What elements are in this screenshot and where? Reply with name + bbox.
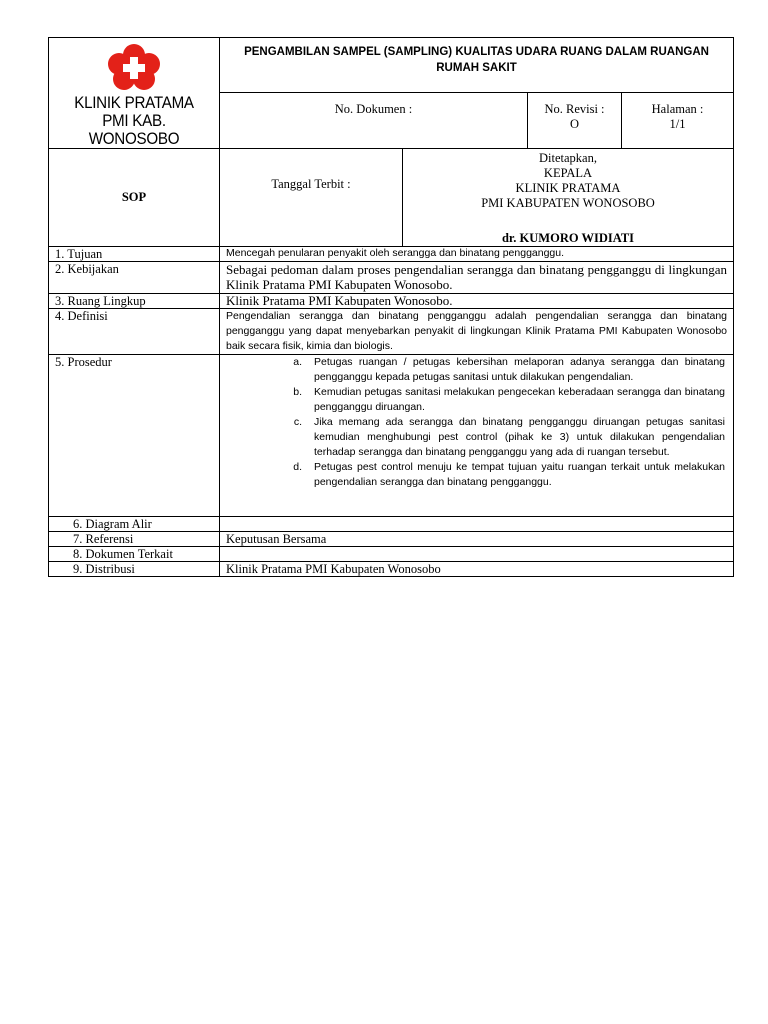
document-number-label: No. Dokumen : [334,101,413,116]
prosedur-text: Petugas ruangan / petugas kebersihan melaporan adanya serangga dan binatang pengganggu kepada petugas sanitasi untuk dilakukan pengendalian. [314,356,726,383]
prosedur-text: Jika memang ada serangga dan binatang pengganggu diruangan petugas sanitasi kemudian menghubungi pest control (pihak ke 3) untuk dilakukan pengendalian terhadap serangga dan binatang pengganggu yang ada di ruangan tersebut. [314,416,726,458]
referensi-text: Keputusan Bersama [220,532,734,547]
distribusi-text: Klinik Pratama PMI Kabupaten Wonosobo [220,562,734,577]
revision-value: O [569,116,580,131]
prosedur-item [226,415,725,460]
clinic-name-line2: PMI KAB. WONOSOBO [88,112,180,148]
revision-cell [528,92,622,148]
sop-table [48,37,734,577]
prosedur-item [226,385,725,415]
title-line2: RUMAH SAKIT [436,62,517,74]
ruang-lingkup-label: 3. Ruang Lingkup [49,294,220,309]
document-number-cell [220,92,528,148]
red-cross-flower-logo [102,42,166,92]
approval-line4: PMI KABUPATEN WONOSOBO [481,196,655,210]
prosedur-content [220,355,734,517]
clinic-name-line1: KLINIK PRATAMA [74,94,194,112]
sop-label: SOP [121,190,147,204]
referensi-label: 7. Referensi [49,532,220,547]
issue-date-cell [220,149,403,247]
diagram-alir-text [220,517,734,532]
page-cell [622,92,734,148]
distribusi-label: 9. Distribusi [49,562,220,577]
definisi-label: 4. Definisi [49,309,220,355]
diagram-alir-label: 6. Diagram Alir [49,517,220,532]
dokumen-terkait-label: 8. Dokumen Terkait [49,547,220,562]
prosedur-marker: c. [293,416,302,428]
definisi-text: Pengendalian serangga dan binatang pengganggu adalah pengendalian serangga dan binatang pengganggu yang dapat menyebarkan penyakit di lingkungan Klinik Pratama PMI Kabupaten Wonosobo baik secara fisik, kimia dan biologis. [220,309,734,355]
page-label: Halaman : [651,101,704,116]
approval-signatory: dr. KUMORO WIDIATI [501,231,635,245]
prosedur-item [226,355,725,385]
prosedur-list [226,355,725,490]
ruang-lingkup-text: Klinik Pratama PMI Kabupaten Wonosobo. [220,294,734,309]
tujuan-text: Mencegah penularan penyakit oleh serangga dan binatang pengganggu. [220,247,734,262]
prosedur-text: Petugas pest control menuju ke tempat tujuan yaitu ruangan terkait untuk melakukan pengendalian serangga dan binatang pengganggu. [314,461,726,488]
prosedur-marker: a. [293,356,302,368]
sop-label-cell [49,149,220,247]
tujuan-label: 1. Tujuan [49,247,220,262]
kebijakan-text: Sebagai pedoman dalam proses pengendalian serangga dan binatang pengganggu di lingkungan Klinik Pratama PMI Kabupaten Wonosobo. [220,262,734,294]
title-line1: PENGAMBILAN SAMPEL (SAMPLING) KUALITAS UDARA RUANG DALAM RUANGAN [244,46,709,58]
prosedur-text: Kemudian petugas sanitasi melakukan pengecekan keberadaan serangga dan binatang pengganggu diruangan. [314,386,726,413]
sop-document [48,37,733,577]
approval-cell [403,149,734,247]
issue-date-label: Tanggal Terbit : [271,177,351,191]
clinic-logo-cell [49,38,220,149]
prosedur-marker: b. [293,386,302,398]
revision-label: No. Revisi : [544,101,605,116]
approval-line2: KEPALA [543,166,593,180]
kebijakan-label: 2. Kebijakan [49,262,220,294]
prosedur-label: 5. Prosedur [49,355,220,517]
page-value: 1/1 [669,116,686,131]
dokumen-terkait-text [220,547,734,562]
prosedur-marker: d. [293,461,302,473]
approval-line3: KLINIK PRATAMA [515,181,621,195]
document-title [220,38,734,93]
prosedur-item [226,460,725,490]
approval-line1: Ditetapkan, [539,151,597,165]
